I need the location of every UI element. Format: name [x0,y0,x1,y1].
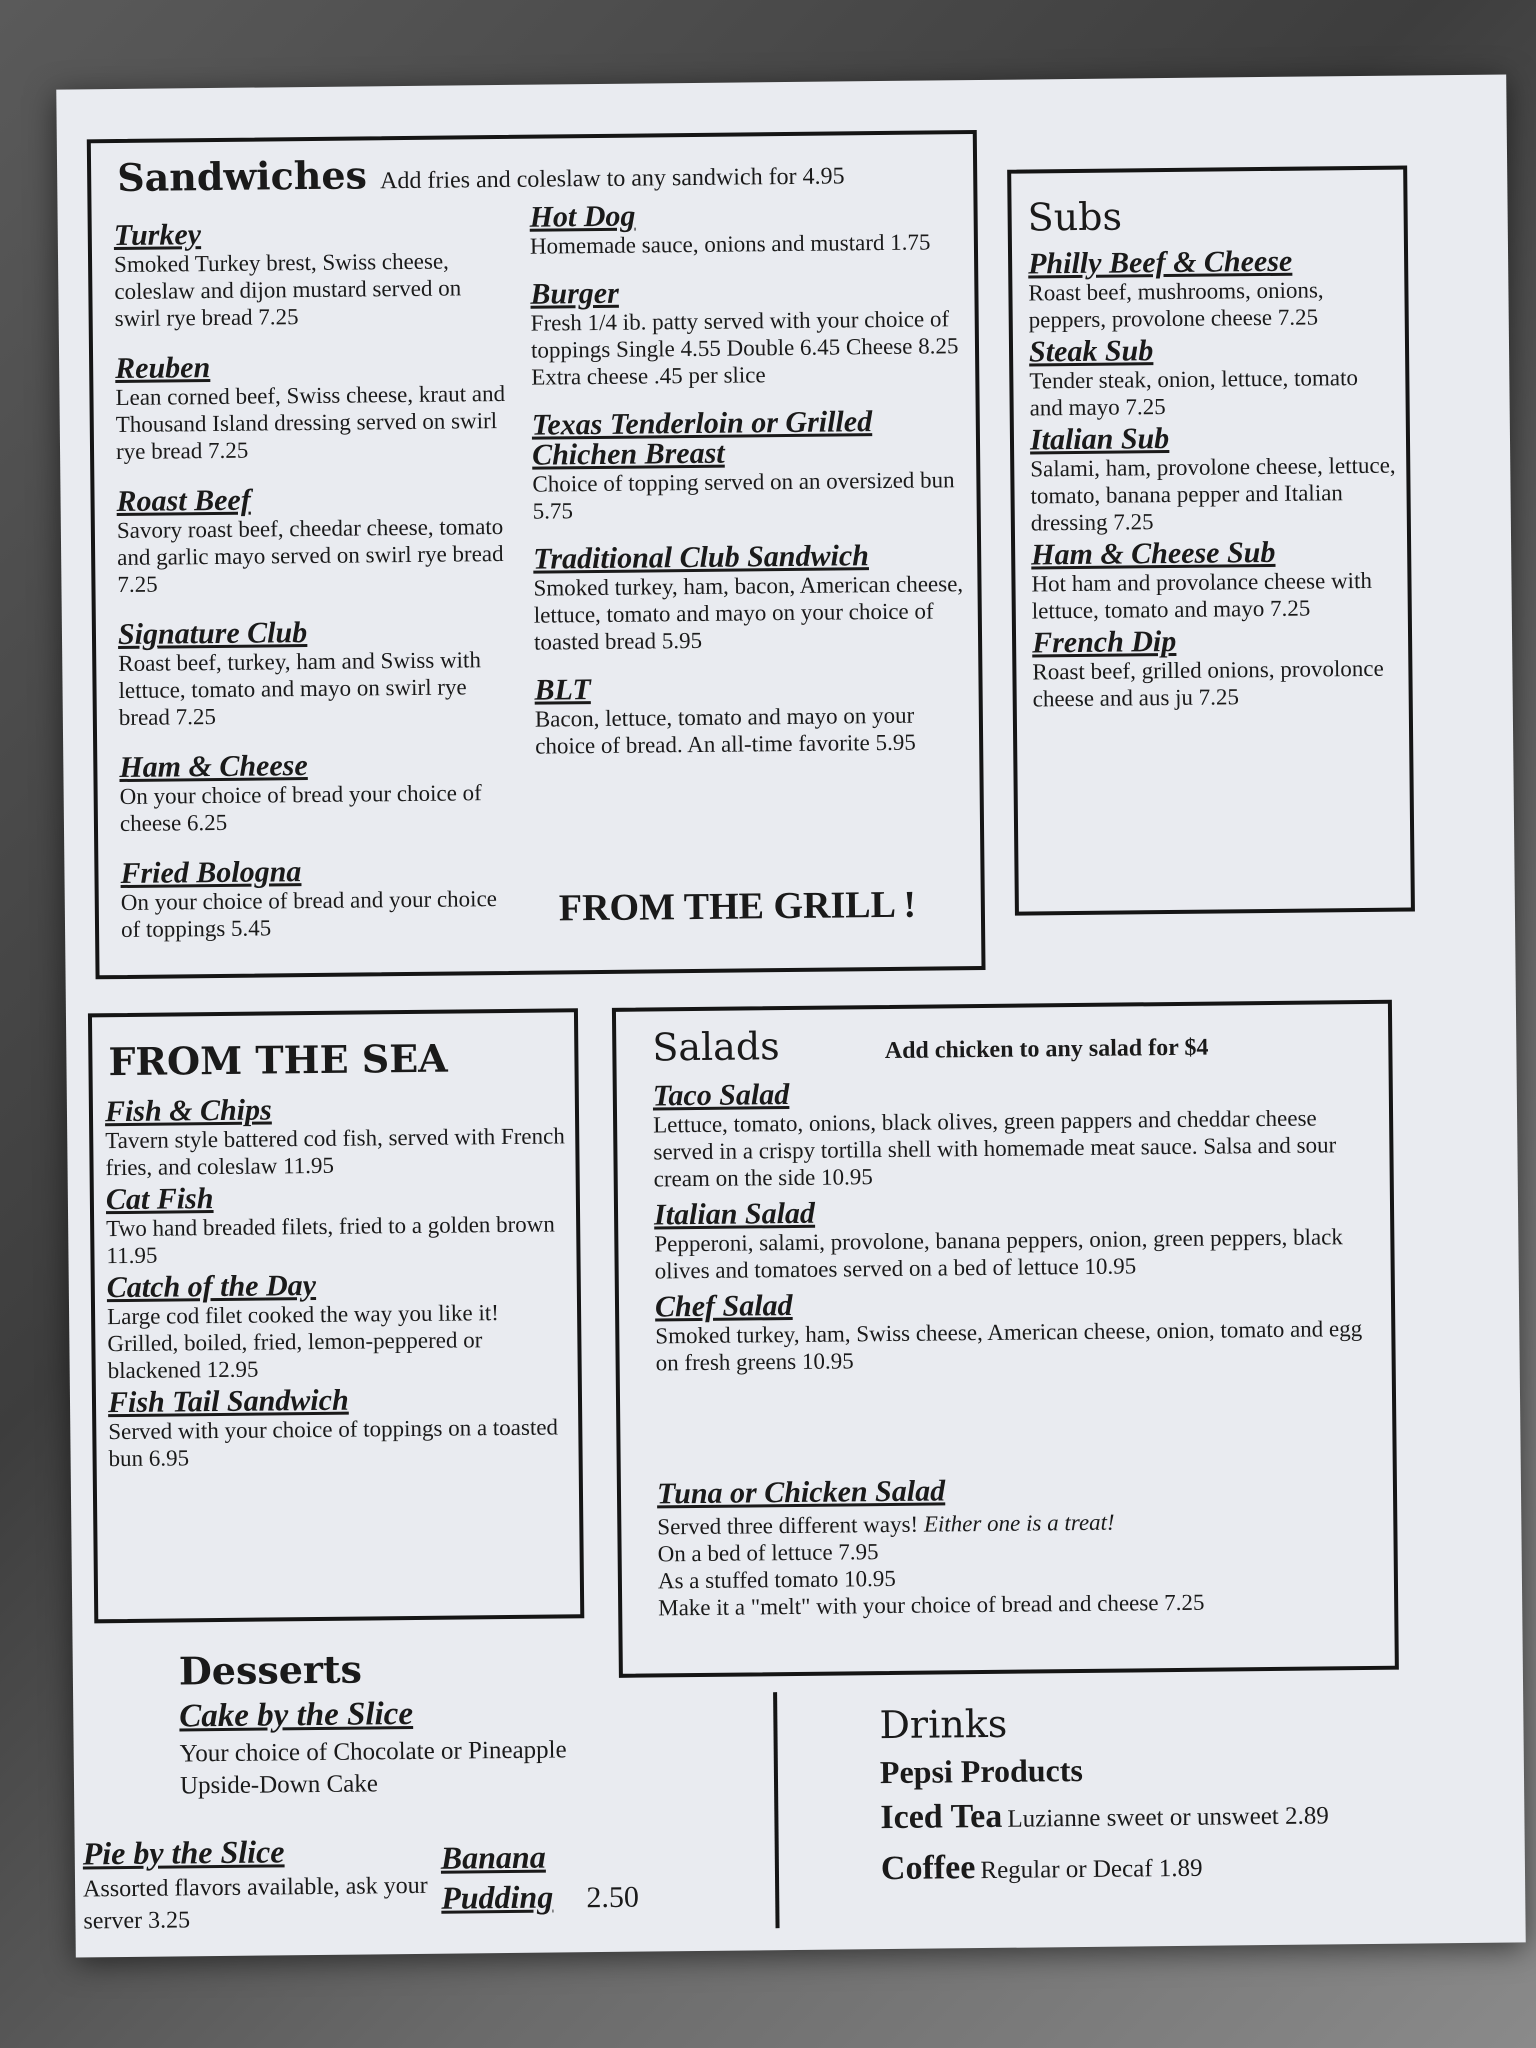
menu-item-description: Large cod filet cooked the way you like it! Grilled, boiled, fried, lemon-peppered or blackened 12.95 [106,1300,499,1384]
menu-item-name: French Dip [1031,624,1177,660]
drinks-coffee-name: Coffee [880,1849,976,1888]
cake-name: Cake by the Slice [179,1695,414,1735]
tuna-salad-name: Tuna or Chicken Salad [656,1474,946,1511]
banana-pudding-name-2: Pudding [441,1878,554,1916]
tuna-salad-line2: On a bed of lettuce 7.95 [657,1539,879,1567]
menu-item-description: Choice of topping served on an oversized bun 5.75 [532,467,955,524]
drinks-coffee-line [881,1840,1482,1897]
menu-item-name: Ham & Cheese [119,749,308,785]
menu-item-name: Steak Sub [1028,334,1154,369]
menu-item [1028,246,1395,334]
menu-item-name: Cat Fish [105,1182,214,1217]
menu-item-description: Salami, ham, provolone cheese, lettuce, tomato, banana pepper and Italian dressing 7.25 [1030,452,1396,536]
drinks-tea-name: Iced Tea [880,1797,1003,1837]
sandwiches-right-column [529,198,965,779]
menu-item-name: Fried Bologna [120,855,302,891]
menu-item-name: Burger [530,276,619,311]
menu-item-description: On your choice of bread your choice of cheese 6.25 [119,780,482,837]
salads-section [612,1000,1399,1678]
salads-header [652,1020,1208,1070]
menu-item [120,855,511,943]
menu-item-name: Turkey [113,218,202,253]
menu-item-description: Homemade sauce, onions and mustard 1.75 [529,229,931,259]
from-the-grill-label: FROM THE GRILL ! [558,883,917,930]
menu-item-description: Lettuce, tomato, onions, black olives, green pappers and cheddar cheese served in a crispy tortilla shell with homemade meat sauce. Salsa and sour cream on the side 10.95 [653,1105,1337,1192]
menu-item [655,1285,1376,1377]
menu-item [654,1193,1375,1285]
menu-item-name: Chef Salad [654,1289,793,1324]
sandwiches-note: Add fries and coleslaw to any sandwich for 4.95 [379,163,845,195]
menu-item [108,1383,569,1472]
drinks-coffee-desc: Regular or Decaf 1.89 [980,1854,1203,1885]
pie-name: Pie by the Slice [82,1833,285,1872]
menu-item-name: Taco Salad [652,1078,790,1113]
subs-column [1028,246,1399,717]
banana-pudding-line-2 [441,1875,691,1918]
desserts-drinks-divider [773,1692,779,1928]
subs-section [1007,166,1415,916]
tuna-salad-line4: Make it a "melt" with your choice of bread and cheese 7.25 [658,1589,1205,1621]
menu-item-name: Signature Club [117,616,308,652]
menu-item-description: Two hand breaded filets, fried to a golden brown 11.95 [106,1211,555,1269]
menu-item-name: Reuben [115,351,211,386]
menu-item [1032,625,1399,713]
sea-section [88,1008,584,1623]
menu-item [1030,422,1397,537]
drinks-pepsi: Pepsi Products [879,1751,1084,1791]
menu-paper [56,74,1525,1957]
menu-item [107,1268,568,1384]
sandwiches-header [117,147,845,200]
menu-item-name: Fish & Chips [104,1093,272,1129]
salads-column [653,1074,1376,1385]
banana-pudding-price: 2.50 [586,1880,640,1915]
drinks-tea-line [880,1789,1481,1846]
menu-item [118,616,509,731]
menu-item-name: Catch of the Day [106,1268,317,1305]
desserts-title: Desserts [178,1646,363,1694]
menu-item-description: Smoked turkey, ham, bacon, American cheese, lettuce, tomato and mayo on your choice of toasted bread 5.95 [533,571,964,655]
menu-item-name: Ham & Cheese Sub [1031,535,1276,572]
menu-item [119,749,510,837]
salads-note: Add chicken to any salad for $4 [884,1034,1209,1065]
cake-desc: Your choice of Chocolate or Pineapple Upside-Down Cake [179,1736,567,1800]
salads-title: Salads [652,1024,780,1070]
drinks-tea-desc: Luzianne sweet or unsweet 2.89 [1007,1802,1329,1833]
menu-item-name: Hot Dog [529,199,636,234]
menu-item-description: Tender steak, onion, lettuce, tomato and mayo 7.25 [1029,365,1359,421]
pie-desc: Assorted flavors available, ask your server 3.25 [82,1872,428,1935]
menu-item-description: Pepperoni, salami, provolone, banana peppers, onion, green peppers, black olives and tomatoes served on a bed of lettuce 10.95 [654,1224,1343,1284]
menu-item-name: Italian Salad [653,1196,816,1232]
menu-item [653,1074,1374,1193]
sandwiches-title: Sandwiches [116,152,368,201]
menu-item-name: Traditional Club Sandwich [533,539,870,576]
tuna-salad-line1-italic: Either one is a treat! [923,1509,1115,1537]
menu-item [115,350,506,465]
menu-item-name: Roast Beef [116,483,251,519]
tuna-salad-line3: As a stuffed tomato 10.95 [657,1565,896,1594]
menu-item-description: Smoked turkey, ham, Swiss cheese, American cheese, onion, tomato and egg on fresh greens 10.95 [655,1316,1363,1376]
menu-item [105,1092,566,1181]
menu-item [529,198,960,259]
menu-item-name: BLT [534,673,591,707]
menu-item-description: Bacon, lettuce, tomato and mayo on your choice of bread. An all-time favorite 5.95 [534,702,916,759]
menu-item-description: Served with your choice of toppings on a toasted bun 6.95 [108,1414,559,1472]
sandwiches-left-column [114,217,512,965]
drinks-section [879,1695,1481,1897]
menu-item [116,483,507,598]
drinks-title: Drinks [879,1701,1008,1748]
sea-title: FROM THE SEA [108,1035,448,1085]
menu-item-description: Tavern style battered cod fish, served with French fries, and coleslaw 11.95 [105,1123,565,1181]
menu-item-description: Savory roast beef, cheedar cheese, tomato and garlic mayo served on swirl rye bread 7.25 [116,513,504,598]
menu-item [533,540,964,655]
pie-item [83,1832,444,1938]
menu-item-description: Smoked Turkey brest, Swiss cheese, coleslaw and dijon mustard served on swirl rye bread 7.25 [113,248,462,332]
menu-item [534,671,965,759]
menu-item-name: Fish Tail Sandwich [107,1383,349,1420]
menu-item-description: Roast beef, mushrooms, onions, peppers, provolone cheese 7.25 [1028,277,1324,333]
menu-item [1031,537,1398,625]
menu-item [532,406,963,524]
sea-column [105,1092,569,1476]
tuna-salad-line1-text: Served three different ways! [657,1511,919,1540]
menu-item-name: Italian Sub [1029,422,1170,457]
menu-item-description: On your choice of bread and your choice of toppings 5.45 [120,886,498,943]
menu-item-name: Philly Beef & Cheese [1027,244,1293,281]
menu-item-description: Roast beef, turkey, ham and Swiss with lettuce, tomato and mayo on swirl rye bread 7.25 [118,647,482,731]
menu-item-description: Fresh 1/4 ib. patty served with your choice of toppings Single 4.55 Double 6.45 Cheese 8.25 Extra cheese .45 per slice [530,306,959,390]
subs-title: Subs [1027,194,1123,240]
menu-item [106,1180,567,1269]
banana-pudding-name-1: Banana [440,1838,546,1876]
menu-item-name: Texas Tenderloin or Grilled Chichen Breast [531,405,873,472]
menu-item [1029,334,1396,422]
tuna-salad-item [657,1472,1378,1622]
menu-item [530,275,961,390]
sandwiches-section [87,130,986,979]
cake-item [179,1694,610,1802]
menu-item [114,217,505,332]
menu-item-description: Roast beef, grilled onions, provolonce cheese and aus ju 7.25 [1032,655,1384,712]
menu-item-description: Hot ham and provolance cheese with lettuce, tomato and mayo 7.25 [1031,567,1373,624]
menu-item-description: Lean corned beef, Swiss cheese, kraut and Thousand Island dressing served on swirl rye bread 7.25 [115,380,506,465]
banana-pudding-item [441,1835,692,1918]
